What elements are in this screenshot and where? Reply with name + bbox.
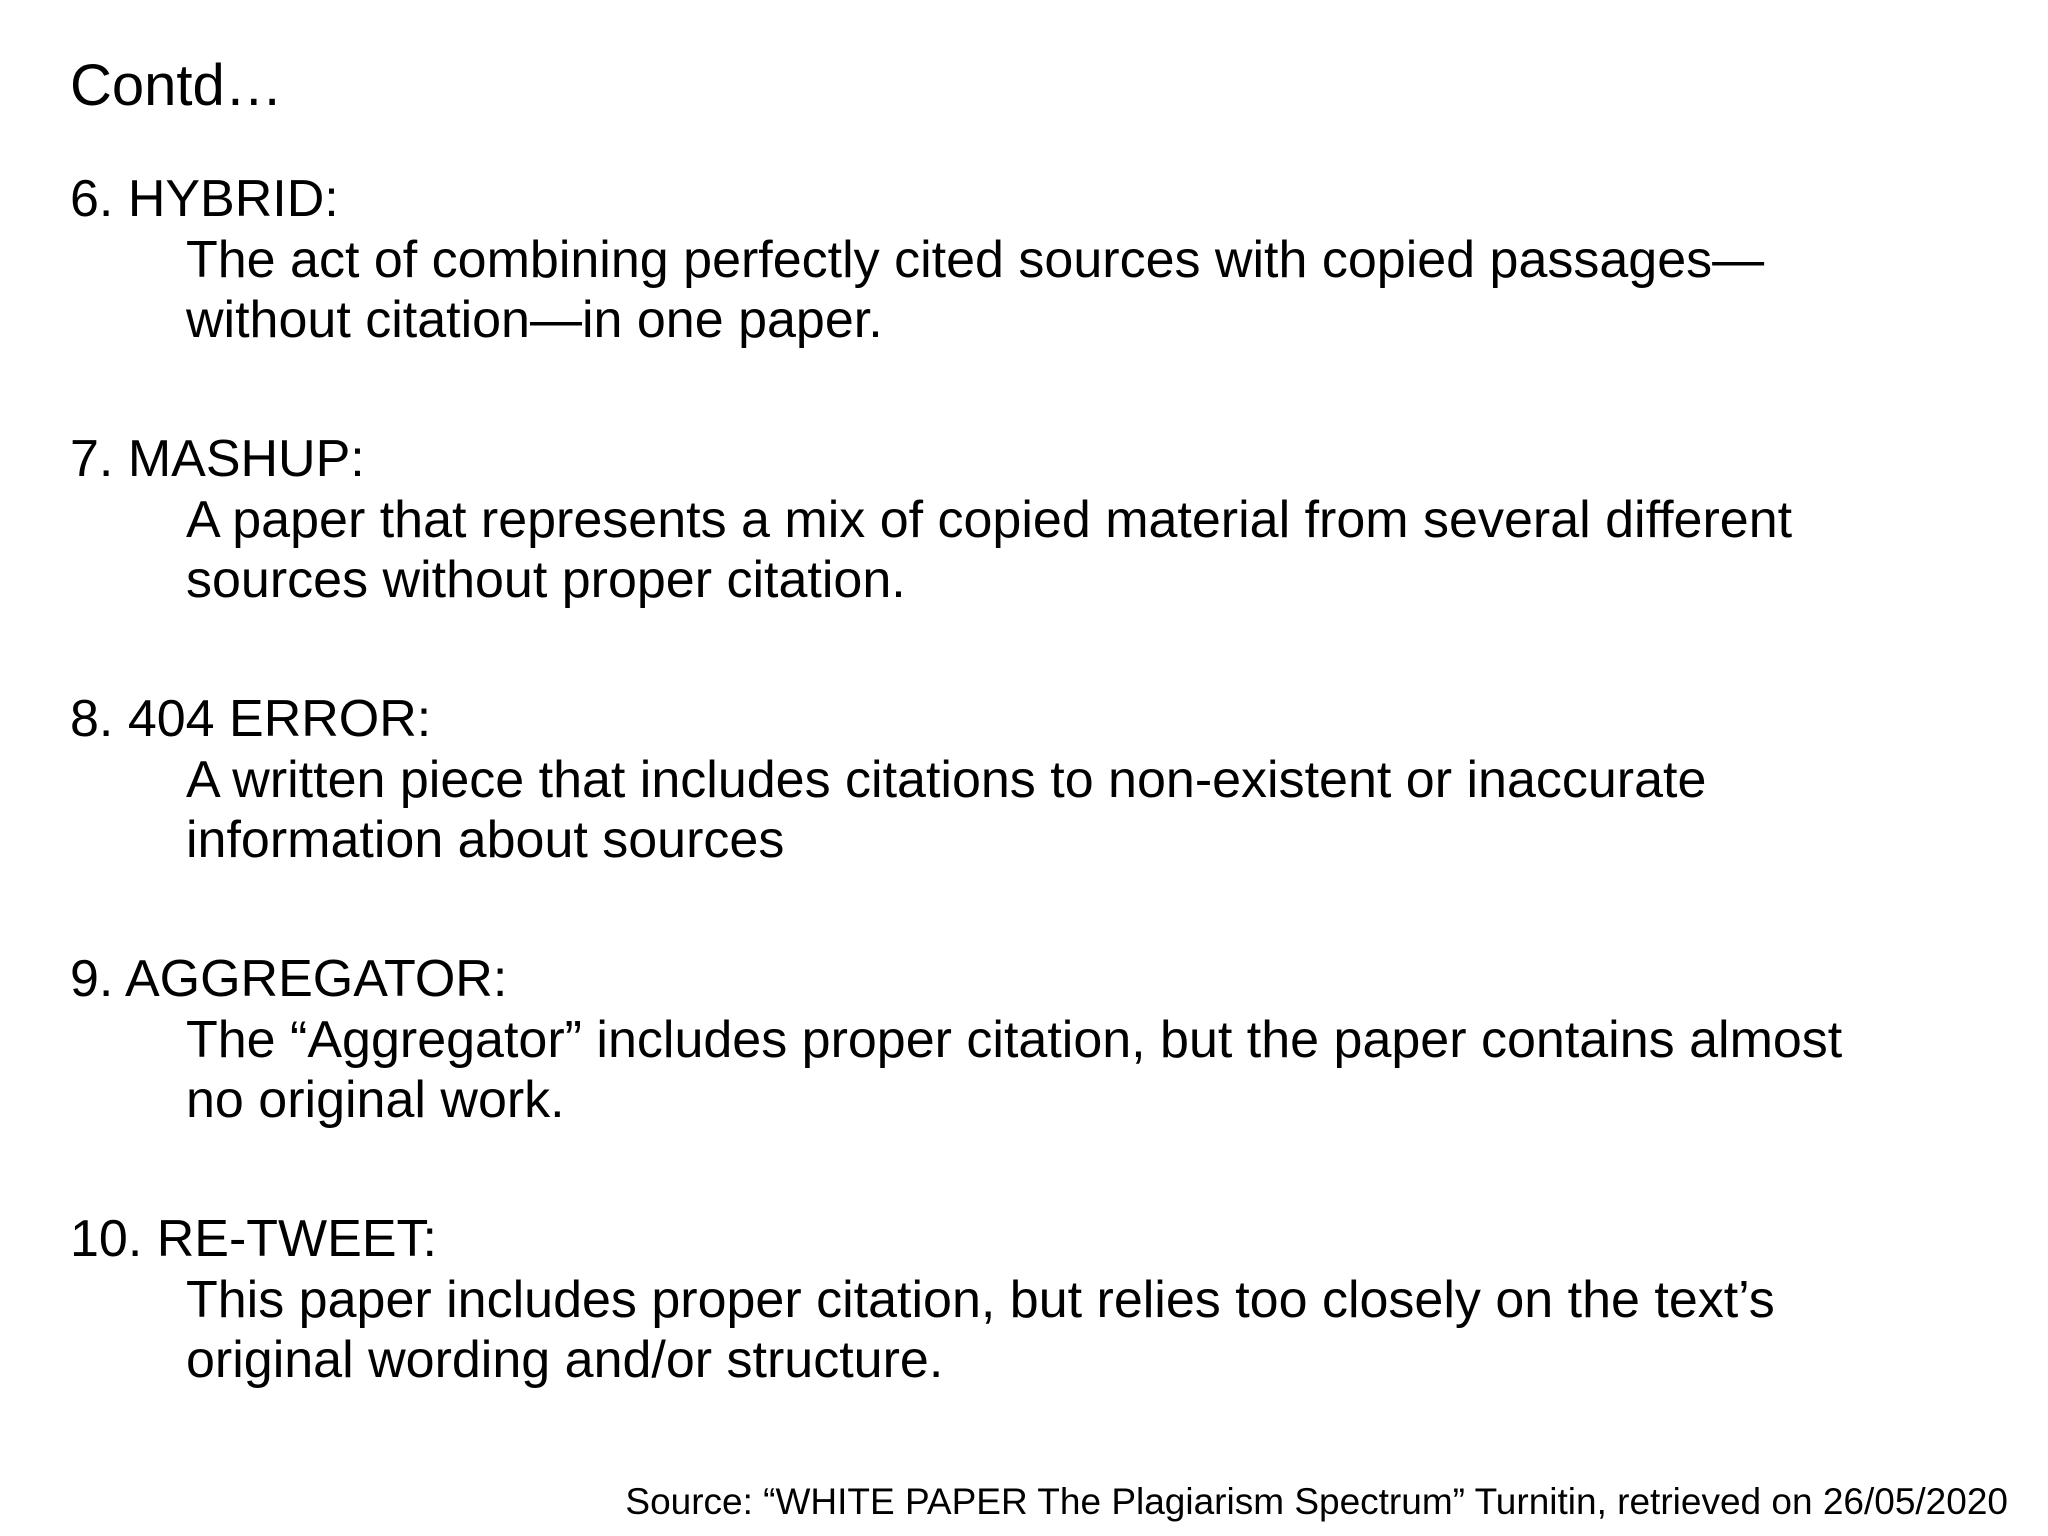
item-heading: 7. MASHUP: (70, 430, 365, 488)
description-line: without citation—in one paper. (186, 291, 883, 349)
source-citation: Source: “WHITE PAPER The Plagiarism Spectrum” Turnitin, retrieved on 26/05/2020 (625, 1481, 2008, 1522)
list-item-aggregator (70, 948, 2010, 1130)
description-line: The act of combining perfectly cited sources with copied passages— (186, 231, 1765, 289)
description-line: A written piece that includes citations to non-existent or inaccurate (186, 751, 1707, 809)
list-item-hybrid (70, 168, 2010, 350)
item-description (186, 750, 1986, 870)
item-heading: 6. HYBRID: (70, 170, 339, 228)
description-line: This paper includes proper citation, but relies too closely on the text’s (186, 1271, 1775, 1329)
description-line: The “Aggregator” includes proper citation, but the paper contains almost (186, 1011, 1843, 1069)
slide-title: Contd… (70, 53, 283, 118)
description-line: original wording and/or structure. (186, 1331, 944, 1389)
list-item-mashup (70, 428, 2010, 610)
item-heading: 9. AGGREGATOR: (70, 950, 508, 1008)
item-heading: 8. 404 ERROR: (70, 690, 432, 748)
description-line: no original work. (186, 1071, 565, 1129)
item-description (186, 230, 1986, 350)
item-heading: 10. RE-TWEET: (70, 1210, 437, 1268)
list-item-re-tweet (70, 1208, 2010, 1390)
item-description (186, 1270, 1986, 1390)
description-line: A paper that represents a mix of copied material from several different (186, 491, 1793, 549)
list-item-404-error (70, 688, 2010, 870)
description-line: sources without proper citation. (186, 551, 906, 609)
item-description (186, 490, 1986, 610)
item-description (186, 1010, 1986, 1130)
description-line: information about sources (186, 811, 785, 869)
